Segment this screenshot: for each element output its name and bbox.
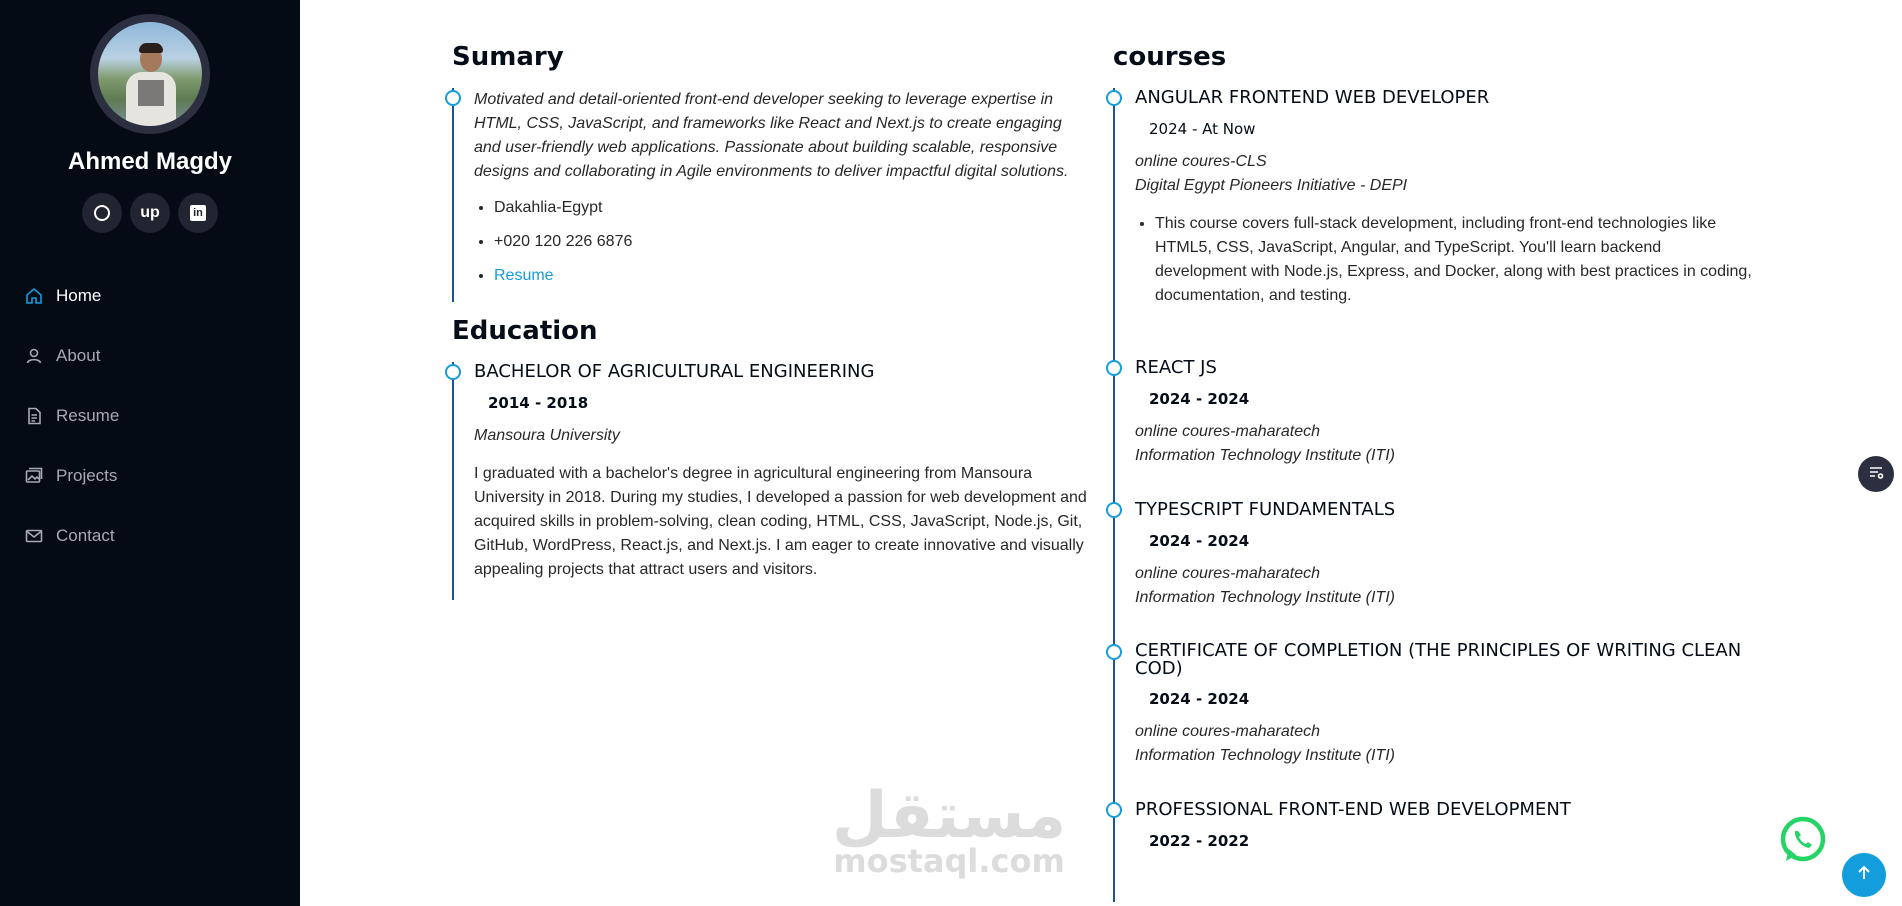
circle-icon bbox=[94, 205, 110, 221]
location-text: • Dakahlia-Egypt bbox=[494, 196, 1092, 220]
nav-item-about[interactable] bbox=[24, 326, 119, 386]
course-title: TYPESCRIPT FUNDAMENTALS bbox=[1135, 499, 1396, 520]
resume-right-column bbox=[1113, 0, 1753, 902]
nav-item-home[interactable] bbox=[24, 266, 119, 326]
summary-text: Motivated and detail-oriented front-end developer seeking to leverage expertise in HTML, CSS, JavaScript, and frameworks like React and Next.js to create engaging and user-friendly web applications. Passionate about building scalable, responsive designs and collaborating in Agile environments to deliver impactful digital solutions. bbox=[474, 91, 1069, 180]
nav-label-about: About bbox=[56, 346, 101, 365]
social-links bbox=[82, 193, 218, 233]
nav-label-projects: Projects bbox=[56, 466, 118, 485]
course-title: REACT JS bbox=[1135, 357, 1217, 378]
timeline-dot bbox=[445, 90, 461, 106]
watermark-latin: mostaql.com bbox=[833, 842, 1065, 880]
course-org: Digital Egypt Pioneers Initiative - DEPI bbox=[1135, 177, 1408, 194]
profile-name: Ahmed Magdy bbox=[67, 148, 232, 175]
education-degree: BACHELOR OF AGRICULTURAL ENGINEERING bbox=[474, 361, 875, 382]
course-bullets bbox=[1155, 212, 1753, 308]
whatsapp-button[interactable] bbox=[1778, 815, 1828, 865]
resume-list-item bbox=[494, 264, 1092, 288]
education-school: Mansoura University bbox=[474, 427, 620, 444]
arrow-up-icon bbox=[1855, 864, 1873, 887]
courses-title: courses bbox=[1113, 42, 1227, 72]
home-icon bbox=[24, 286, 44, 306]
whatsapp-icon bbox=[1778, 815, 1828, 865]
envelope-icon bbox=[24, 526, 44, 546]
avatar bbox=[98, 22, 202, 126]
course-provider: online coures-maharatech bbox=[1135, 723, 1320, 740]
education-title: Education bbox=[452, 316, 598, 346]
education-timeline bbox=[452, 362, 1092, 600]
summary-timeline bbox=[452, 88, 1092, 302]
education-description: I graduated with a bachelor's degree in agricultural engineering from Mansoura University in 2018. During my studies, I developed a passion for web development and acquired skills in problem-solving, clean coding, HTML, CSS, JavaScript, Node.js, Git, GitHub, WordPress, React.js, and Next.js. I am eager to create innovative and visually appealing projects that attract users and visitors. bbox=[474, 465, 1087, 578]
social-link-upwork[interactable] bbox=[130, 193, 170, 233]
course-title: PROFESSIONAL FRONT-END WEB DEVELOPMENT bbox=[1135, 799, 1571, 820]
course-provider: online coures-CLS bbox=[1135, 153, 1267, 170]
images-icon bbox=[24, 466, 44, 486]
social-link-circle[interactable] bbox=[82, 193, 122, 233]
timeline-dot bbox=[1106, 502, 1122, 518]
course-org: Information Technology Institute (ITI) bbox=[1135, 589, 1395, 606]
timeline-dot bbox=[1106, 360, 1122, 376]
timeline-dot bbox=[1106, 802, 1122, 818]
course-provider: online coures-maharatech bbox=[1135, 423, 1320, 440]
nav-item-projects[interactable] bbox=[24, 446, 119, 506]
main-nav bbox=[24, 266, 119, 566]
course-title: ANGULAR FRONTEND WEB DEVELOPER bbox=[1135, 87, 1490, 108]
nav-label-contact: Contact bbox=[56, 526, 115, 545]
person-icon bbox=[24, 346, 44, 366]
sidebar bbox=[0, 0, 300, 906]
social-link-linkedin[interactable] bbox=[178, 193, 218, 233]
resume-left-column bbox=[452, 0, 1092, 600]
course-provider: online coures-maharatech bbox=[1135, 565, 1320, 582]
course-date: 2024 - 2024 bbox=[1149, 690, 1250, 708]
back-to-top-button[interactable] bbox=[1842, 853, 1886, 897]
timeline-dot bbox=[1106, 644, 1122, 660]
summary-contact-list bbox=[494, 196, 1092, 288]
course-title: CERTIFICATE OF COMPLETION (THE PRINCIPLES OF WRITING CLEAN COD) bbox=[1135, 640, 1742, 679]
nav-label-resume: Resume bbox=[56, 406, 120, 425]
nav-label-home: Home bbox=[56, 286, 102, 305]
resume-link[interactable]: Resume bbox=[494, 267, 554, 284]
course-date: 2022 - 2022 bbox=[1149, 832, 1250, 850]
timeline-dot bbox=[1106, 90, 1122, 106]
course-date: 2024 - 2024 bbox=[1149, 532, 1250, 550]
file-icon bbox=[24, 406, 44, 426]
mostaql-watermark bbox=[832, 779, 1067, 880]
nav-item-contact[interactable] bbox=[24, 506, 119, 566]
upwork-icon: up bbox=[140, 204, 160, 221]
phone-text: • +020 120 226 6876 bbox=[494, 230, 1092, 254]
course-item bbox=[1135, 800, 1753, 902]
course-bullet: • This course covers full-stack development, including front-end technologies like HTML5, CSS, JavaScript, Angular, and TypeScript. You'll learn backend development with Node.js, Express, and Docker, along with best practices in coding, documentation, and testing. bbox=[1155, 212, 1753, 308]
avatar-frame bbox=[90, 14, 210, 134]
course-date: 2024 - 2024 bbox=[1149, 390, 1250, 408]
course-date: 2024 - At Now bbox=[1149, 120, 1256, 138]
course-item bbox=[1135, 642, 1753, 800]
timeline-dot bbox=[445, 364, 461, 380]
education-item bbox=[474, 362, 1092, 600]
summary-item bbox=[474, 88, 1092, 302]
course-org: Information Technology Institute (ITI) bbox=[1135, 747, 1395, 764]
nav-toggle-button[interactable] bbox=[1858, 456, 1894, 492]
course-item bbox=[1135, 88, 1753, 358]
watermark-arabic: مستقل bbox=[832, 779, 1067, 853]
course-org: Information Technology Institute (ITI) bbox=[1135, 447, 1395, 464]
education-date: 2014 - 2018 bbox=[488, 394, 589, 412]
nav-item-resume[interactable] bbox=[24, 386, 119, 446]
courses-timeline bbox=[1113, 88, 1753, 902]
linkedin-icon: in bbox=[190, 205, 206, 221]
course-item bbox=[1135, 500, 1753, 642]
summary-title: Sumary bbox=[452, 42, 564, 72]
course-item bbox=[1135, 358, 1753, 500]
list-icon bbox=[1866, 462, 1886, 487]
